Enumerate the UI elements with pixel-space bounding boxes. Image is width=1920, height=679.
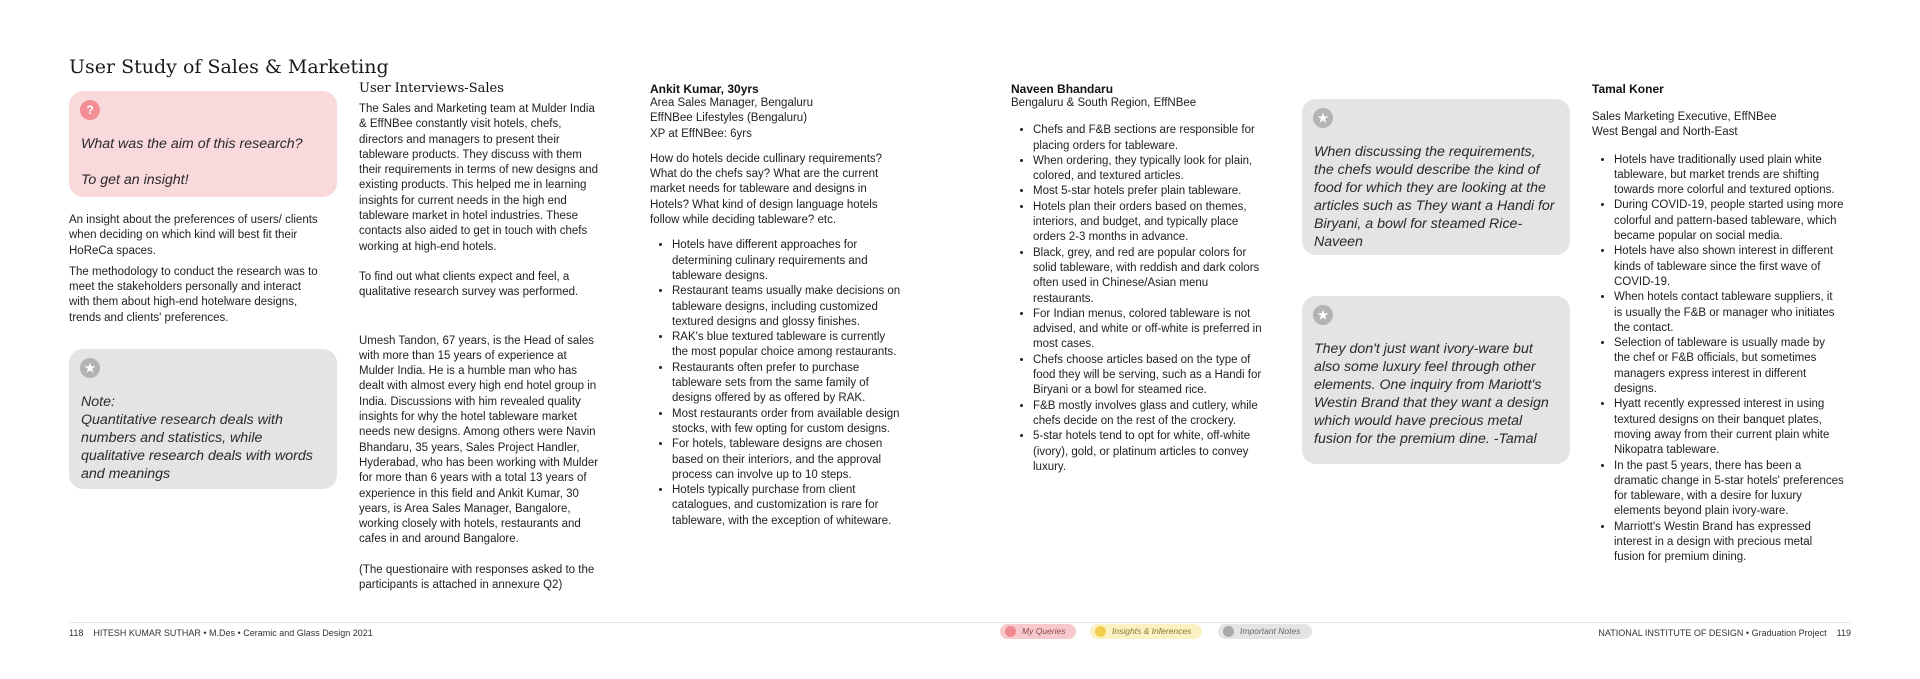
list-item: • Marriott's Westin Brand has expressed interest in a design with precious metal fusion for premium dining. — [1614, 520, 1844, 566]
list-item: • Most restaurants order from available design stocks, with few opting for custom designs. — [672, 407, 902, 438]
naveen-insights-list — [1011, 123, 1263, 475]
insight-paragraph: An insight about the preferences of users/ clients when deciding on which kind will best fit their HoReCa spaces. — [69, 214, 318, 257]
note-text: Note: Quantitative research deals with numbers and statistics, while qualitative research deals with words and meanings — [81, 394, 313, 482]
tamal-koner-column — [1592, 82, 1844, 566]
tamal-quote-card — [1302, 296, 1570, 464]
interviewee-name: Ankit Kumar, 30yrs — [650, 82, 759, 96]
list-item: • Hotels plan their orders based on themes, interiors, and budget, and typically place orders 2-3 months in advance. — [1033, 200, 1263, 246]
author-credit: HITESH KUMAR SUTHAR • M.Des • Ceramic and Glass Design 2021 — [93, 628, 373, 638]
legend-label: Insights & Inferences — [1112, 626, 1192, 636]
interviewee-name: Naveen Bhandaru — [1011, 82, 1114, 96]
list-item: • For hotels, tableware designs are chosen based on their interiors, and the approval process can involve up to 10 steps. — [672, 437, 902, 483]
question-icon — [1005, 626, 1016, 637]
list-item: • Hotels have also shown interest in different kinds of tableware since the first wave of COVID-19. — [1614, 244, 1844, 290]
sales-team-paragraph: The Sales and Marketing team at Mulder India & EffNBee constantly visit hotels, chefs, directors and managers to present their tableware products. They discuss with them their requirements in terms of new designs and existing products. This helped me in learning insights for current needs in the high end tableware market in hotel industries. These contacts also aided to get in touch with chefs working at high-end hotels. — [359, 103, 599, 253]
institute-credit: NATIONAL INSTITUTE OF DESIGN • Graduation Project — [1598, 628, 1827, 638]
list-item: • Hotels typically purchase from client catalogues, and customization is rare for tableware, with the exception of whiteware. — [672, 483, 902, 529]
list-item: • Hotels have different approaches for determining culinary requirements and tableware designs. — [672, 238, 902, 284]
list-item: • Chefs and F&B sections are responsible for placing orders for tableware. — [1033, 123, 1263, 154]
star-icon: ★ — [1313, 108, 1333, 128]
interviewee-name: Tamal Koner — [1592, 82, 1664, 96]
user-interviews-column — [359, 81, 605, 593]
research-aim-card — [69, 91, 337, 197]
note-card — [69, 349, 337, 489]
list-item: • Most 5-star hotels prefer plain tableware. — [1033, 184, 1263, 199]
legend-insights — [1090, 624, 1202, 639]
footer-left — [69, 628, 373, 638]
naveen-quote-card — [1302, 99, 1570, 255]
aim-question: What was the aim of this research? — [81, 136, 303, 152]
list-item: • For Indian menus, colored tableware is not advised, and white or off-white is preferred in most cases. — [1033, 307, 1263, 353]
interviewee-role: Bengaluru & South Region, EffNBee — [1011, 97, 1197, 109]
list-item: • When ordering, they typically look for plain, colored, and textured articles. — [1033, 154, 1263, 185]
interviewee-region: West Bengal and North-East — [1592, 126, 1738, 139]
list-item: • Black, grey, and red are popular colors for solid tableware, with reddish and dark colors often used in Chinese/Asian menu restaurants. — [1033, 246, 1263, 307]
interviewee-company: EffNBee Lifestyles (Bengaluru) — [650, 112, 808, 125]
list-item: • Hyatt recently expressed interest in using textured designs on their banquet plates, moving away from their current plain white Nikopatra tableware. — [1614, 397, 1844, 458]
list-item: • 5-star hotels tend to opt for white, off-white (ivory), gold, or platinum articles to convey luxury. — [1033, 429, 1263, 475]
quote-text: They don't just want ivory-ware but also some luxury feel through other elements. One inquiry from Mariott's Westin Brand that they want a design which would have precious metal fusion for the premium dine. -Tamal — [1314, 341, 1549, 447]
star-icon: ★ — [80, 358, 100, 378]
list-item: • Restaurant teams usually make decisions on tableware designs, including customized textured designs and glossy finishes. — [672, 284, 902, 330]
list-item: • RAK's blue textured tableware is currently the most popular choice among restaurants. — [672, 330, 902, 361]
star-icon: ★ — [1313, 305, 1333, 325]
list-item: • F&B mostly involves glass and cutlery, while chefs decide on the rest of the crockery. — [1033, 399, 1263, 430]
quote-text: When discussing the requirements, the chefs would describe the kind of food for which they are looking at the articles such as They want a Handi for Biryani, a bowl for steamed Rice- Naveen — [1314, 144, 1555, 250]
list-item: • During COVID-19, people started using more colorful and pattern-based tableware, which became popular on social media. — [1614, 198, 1844, 244]
page-number-left: 118 — [69, 628, 84, 638]
list-item: • When hotels contact tableware suppliers, it is usually the F&B or manager who initiates the contact. — [1614, 290, 1844, 336]
footer-divider — [69, 622, 1851, 623]
interview-questions: How do hotels decide cullinary requirements? What do the chefs say? What are the current market needs for tableware and designs in Hotels? What kind of design language hotels follow while deciding tableware? etc. — [650, 152, 883, 227]
interviewee-experience: XP at EffNBee: 6yrs — [650, 127, 752, 140]
page-number-right: 119 — [1836, 628, 1851, 638]
page-title: User Study of Sales & Marketing — [69, 56, 389, 78]
footer-right — [1598, 628, 1851, 638]
list-item: • Selection of tableware is usually made by the chef or F&B officials, but sometimes managers express interest in different designs. — [1614, 336, 1844, 397]
legend-important-notes — [1218, 624, 1312, 639]
aim-answer: To get an insight! — [81, 172, 189, 188]
list-item: • In the past 5 years, there has been a dramatic change in 5-star hotels' preferences for tableware, with a desire for luxury elements beyond plain ivory-ware. — [1614, 459, 1844, 520]
survey-paragraph: To find out what clients expect and feel, a qualitative research survey was performed. — [359, 270, 579, 299]
methodology-paragraph: The methodology to conduct the research was to meet the stakeholders personally and interact with them about high-end hotelware designs, trends and clients' preferences. — [69, 265, 318, 324]
legend-label: My Queries — [1022, 626, 1066, 636]
participants-paragraph: Umesh Tandon, 67 years, is the Head of sales with more than 15 years of experience at Mulder India. He is a humble man who has dealt with almost every high end hotel group in India. Discussions with him revealed quality insights for why the hotel tableware market needs new designs. Among others were Navin Bhandaru, 35 years, Sales Project Handler, Hyderabad, who has been working with Mulder for more than 6 years with a total 13 years of experience in this field and Ankit Kumar, 30 years, is Area Sales Manager, Bangalore, working closely with hotels, restaurants and cafes in and around Bangalore. — [359, 334, 599, 546]
question-icon: ? — [80, 100, 100, 120]
naveen-bhandaru-column — [1011, 82, 1263, 475]
star-icon — [1223, 626, 1234, 637]
legend-my-queries — [1000, 624, 1076, 639]
annexure-note: (The questionaire with responses asked to the participants is attached in annexure Q2) — [359, 563, 595, 592]
list-item: • Hotels have traditionally used plain white tableware, but market trends are shifting towards more colorful and textured options. — [1614, 153, 1844, 199]
ankit-insights-list — [650, 238, 902, 529]
legend-label: Important Notes — [1240, 626, 1301, 636]
exclamation-icon — [1095, 626, 1106, 637]
intro-text — [69, 213, 321, 326]
tamal-insights-list — [1592, 153, 1844, 566]
section-heading: User Interviews-Sales — [359, 81, 504, 96]
ankit-kumar-column — [650, 82, 902, 529]
list-item: • Restaurants often prefer to purchase tableware sets from the same family of designs offered by as offered by RAK. — [672, 361, 902, 407]
interviewee-role: Area Sales Manager, Bengaluru — [650, 97, 814, 109]
list-item: • Chefs choose articles based on the type of food they will be serving, such as a Handi for Biryani or a bowl for steamed rice. — [1033, 353, 1263, 399]
interviewee-role: Sales Marketing Executive, EffNBee — [1592, 111, 1777, 123]
